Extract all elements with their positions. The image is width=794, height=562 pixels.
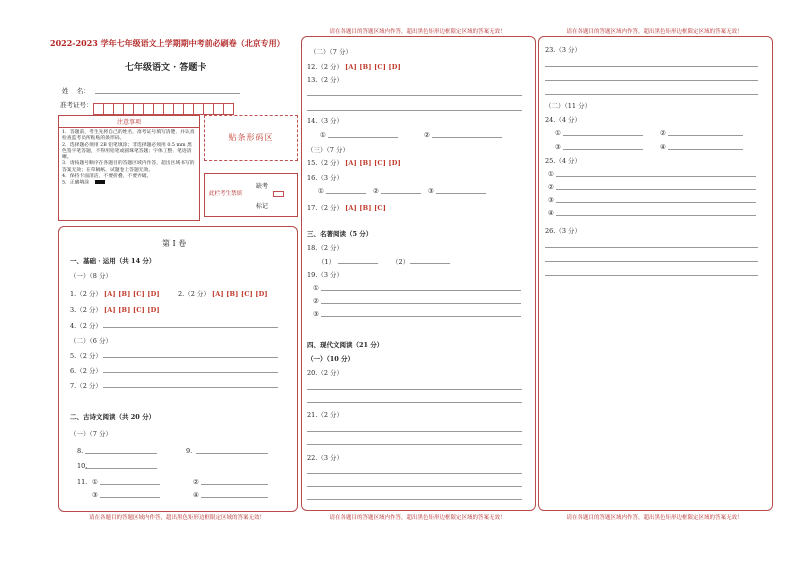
answer-line[interactable]: [100, 497, 160, 498]
answer-line[interactable]: [307, 444, 522, 445]
circled-number: ①: [548, 170, 554, 178]
choice-options-q12[interactable]: [A] [B] [C] [D]: [345, 63, 401, 71]
answer-line[interactable]: [321, 316, 521, 317]
question-number: 26.（3 分）: [545, 227, 582, 235]
circled-number: ②: [660, 129, 666, 137]
question-number: 3.（2 分） [A] [B] [C] [D]: [70, 306, 160, 314]
sheet-title: 2022-2023 学年七年级语文上学期期中考前必刷卷（北京专用）: [50, 38, 285, 48]
answer-line[interactable]: [196, 453, 268, 454]
question-number: 1.（2 分） [A] [B] [C] [D]: [70, 290, 160, 298]
notice-item: 1．答题前，考生先将自己的姓名，准考证号填写清楚，并认真检查监考员所粘贴的条形码。: [62, 130, 195, 142]
question-number: 17.（2 分） [A] [B] [C]: [307, 204, 387, 212]
question-number: 23.（3 分）: [545, 46, 582, 54]
answer-line[interactable]: [103, 327, 278, 328]
missing-checkbox[interactable]: [273, 191, 284, 197]
answer-line[interactable]: [338, 263, 378, 264]
answer-line[interactable]: [103, 387, 278, 388]
subsection-title: （一）（8 分）: [70, 272, 112, 280]
answer-line[interactable]: [556, 215, 756, 216]
missing-exam-note: 此栏考生禁填: [209, 191, 243, 197]
circled-number: ①: [313, 284, 319, 292]
answer-line[interactable]: [556, 202, 756, 203]
top-warning: 请在各题目的答题区域内作答，超出黑色矩形边框限定区域的答案无效！: [329, 29, 506, 35]
subsection-title: （二）（11 分）: [545, 102, 592, 110]
answer-line[interactable]: [328, 137, 398, 138]
question-number: 13.（2 分）: [307, 76, 344, 84]
section-title: 三、名著阅读（5 分）: [307, 230, 373, 238]
answer-line[interactable]: [307, 499, 522, 500]
circled-number: ①: [320, 131, 326, 139]
bottom-warning: 请在各题目的答题区域内作答，超出黑色矩形边框限定区域的答案无效！: [88, 515, 265, 521]
answer-line[interactable]: [563, 149, 643, 150]
name-field[interactable]: [95, 93, 240, 94]
question-number: 18.（2 分）: [307, 244, 344, 252]
question-number: 14.（3 分）: [307, 117, 344, 125]
answer-line[interactable]: [545, 247, 758, 248]
question-number: 12.（2 分） [A] [B] [C] [D]: [307, 63, 401, 71]
answer-line[interactable]: [563, 135, 643, 136]
circled-number: ④: [548, 209, 554, 217]
answer-line[interactable]: [85, 453, 157, 454]
answer-line[interactable]: [545, 275, 758, 276]
question-number: 8.: [77, 447, 84, 455]
answer-line[interactable]: [545, 66, 758, 67]
answer-line[interactable]: [556, 189, 756, 190]
answer-line[interactable]: [556, 176, 756, 177]
subsection-title: （一）（10 分）: [307, 355, 355, 363]
notice-item: 2．选择题必须用 2B 铅笔填涂；非选择题必须用 0.5 mm 黑色签字笔答题，不得用铅笔或圆珠笔答题；字体工整、笔迹清晰。: [62, 142, 192, 161]
filled-sample-mark: [95, 180, 105, 184]
question-number: 25.（4 分）: [545, 157, 582, 165]
answer-line[interactable]: [201, 497, 268, 498]
question-number: 4.（2 分）: [70, 322, 102, 330]
question-number: 19.（3 分）: [307, 271, 344, 279]
circled-number: ②: [548, 183, 554, 191]
notice-title: 注意事项: [59, 116, 199, 128]
question-number: 22.（3 分）: [307, 454, 344, 462]
circled-number: ③: [428, 187, 434, 195]
answer-line[interactable]: [307, 389, 522, 390]
notice-box: [58, 115, 200, 221]
answer-line[interactable]: [307, 473, 522, 474]
answer-line[interactable]: [321, 290, 521, 291]
circled-number: ①: [318, 187, 324, 195]
answer-line[interactable]: [201, 484, 268, 485]
notice-item: 3．请按题号顺序在各题目的答题区域内作答，超出区域书写的答案无效；在草稿纸、试题卷上答题无效。: [62, 161, 195, 173]
question-number: 5.（2 分）: [70, 352, 102, 360]
question-number: 16.（3 分）: [307, 174, 344, 182]
circled-number: ③: [313, 310, 319, 318]
section-title: 一、基础 · 运用（共 14 分）: [70, 257, 156, 265]
choice-options-q2[interactable]: [A] [B] [C] [D]: [211, 290, 268, 298]
answer-line[interactable]: [410, 263, 450, 264]
choice-options-q17[interactable]: [A] [B] [C]: [345, 204, 387, 212]
subsection-title: （二）（7 分）: [310, 48, 352, 56]
circled-number: ③: [92, 491, 98, 499]
circled-number: ④: [193, 491, 199, 499]
answer-line[interactable]: [668, 149, 743, 150]
circled-number: ②: [373, 187, 379, 195]
id-label: 准考证号：: [60, 101, 93, 109]
circled-number: ③: [548, 196, 554, 204]
answer-line[interactable]: [103, 357, 278, 358]
circled-number: ③: [555, 143, 561, 151]
bottom-warning: 请在各题目的答题区域内作答，超出黑色矩形边框限定区域的答案无效！: [566, 515, 743, 521]
notice-item: 5．正确填涂: [62, 180, 90, 186]
bottom-warning: 请在各题目的答题区域内作答，超出黑色矩形边框限定区域的答案无效！: [329, 515, 506, 521]
sheet-subtitle: 七年级语文 · 答题卡: [125, 63, 207, 73]
answer-line[interactable]: [545, 261, 758, 262]
missing-exam-box: [204, 173, 298, 217]
circled-number: ①: [555, 129, 561, 137]
answer-line[interactable]: [381, 193, 421, 194]
answer-line[interactable]: [321, 303, 521, 304]
circled-number: ②: [193, 478, 199, 486]
answer-line[interactable]: [307, 95, 522, 96]
answer-line[interactable]: [545, 94, 758, 95]
question-number: 11.: [77, 478, 88, 486]
sub-question-label: （2）: [392, 258, 410, 266]
question-number: 6.（2 分）: [70, 367, 102, 375]
question-number: 9.: [186, 447, 193, 455]
answer-line[interactable]: [545, 80, 758, 81]
answer-line[interactable]: [85, 468, 157, 469]
volume-title: 第 I 卷: [162, 239, 187, 248]
answer-line[interactable]: [432, 137, 502, 138]
subsection-title: （二）（6 分）: [70, 337, 112, 345]
missing-label: 缺考: [256, 183, 269, 190]
sub-question-label: （1）: [318, 258, 336, 266]
answer-line[interactable]: [103, 372, 278, 373]
subsection-title: （三）（7 分）: [307, 146, 349, 154]
choice-options-q1[interactable]: [A] [B] [C] [D]: [103, 290, 160, 298]
answer-line[interactable]: [307, 402, 522, 403]
question-number: 15.（2 分） [A] [B] [C] [D]: [307, 159, 401, 167]
section-title: 四、现代文阅读（21 分）: [307, 341, 384, 349]
notice-item: 4．保持卡面清洁，不要折叠、不要弄破。: [62, 174, 152, 180]
question-number: 2.（2 分） [A] [B] [C] [D]: [178, 290, 268, 298]
question-number: 21.（2 分）: [307, 411, 344, 419]
missing-label: 标记: [256, 203, 269, 210]
answer-line[interactable]: [307, 486, 522, 487]
circled-number: ①: [92, 478, 98, 486]
answer-line[interactable]: [436, 193, 486, 194]
barcode-label: 贴条形码区: [228, 133, 274, 142]
question-number: 7.（2 分）: [70, 382, 102, 390]
name-label: 姓 名：: [62, 87, 90, 95]
question-number: 24.（4 分）: [545, 116, 582, 124]
question-number: 20.（2 分）: [307, 369, 344, 377]
barcode-area: [204, 115, 298, 161]
top-warning: 请在各题目的答题区域内作答，超出黑色矩形边框限定区域的答案无效！: [566, 29, 743, 35]
answer-line[interactable]: [307, 431, 522, 432]
answer-line[interactable]: [100, 484, 160, 485]
choice-options-q3[interactable]: [A] [B] [C] [D]: [103, 306, 160, 314]
answer-line[interactable]: [668, 135, 743, 136]
answer-line[interactable]: [307, 110, 522, 111]
question-number: 10.: [77, 462, 88, 470]
circled-number: ②: [313, 297, 319, 305]
subsection-title: （一）（7 分）: [70, 430, 112, 438]
circled-number: ②: [424, 131, 430, 139]
section-title: 二、古诗文阅读（共 20 分）: [70, 413, 156, 421]
circled-number: ④: [660, 143, 666, 151]
choice-options-q15[interactable]: [A] [B] [C] [D]: [345, 159, 401, 167]
answer-line[interactable]: [326, 193, 366, 194]
